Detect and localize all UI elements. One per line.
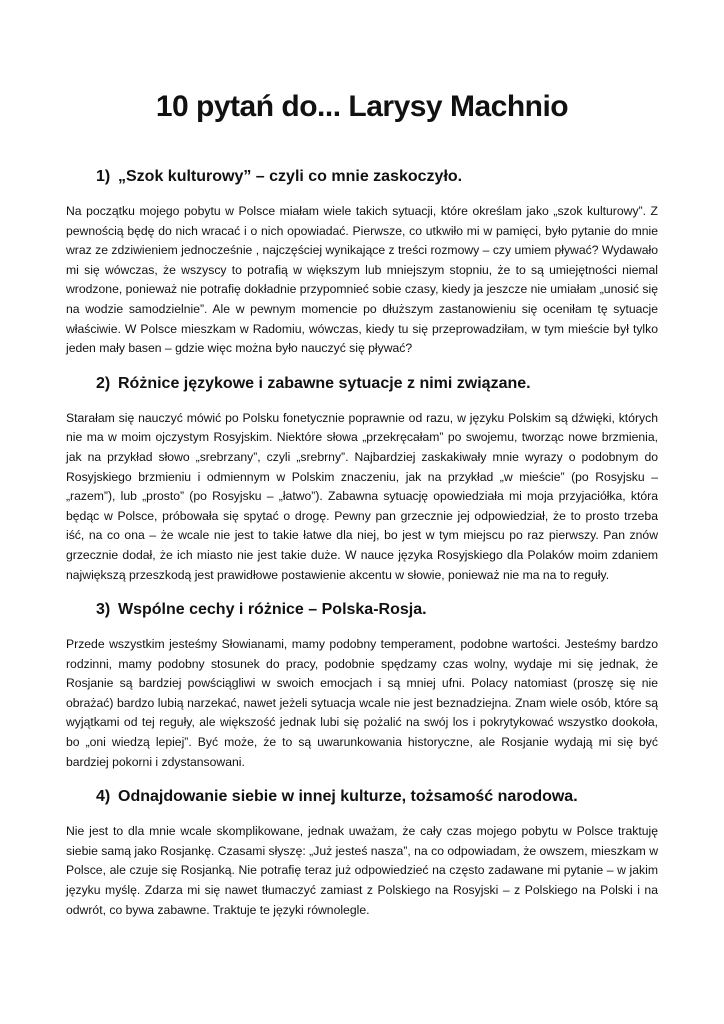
section-1 [66, 166, 658, 359]
section-number: 4) [96, 788, 111, 806]
section-heading-text: Odnajdowanie siebie w innej kulturze, tożsamość narodowa. [118, 788, 578, 806]
section-paragraph: Nie jest to dla mnie wcale skomplikowane, jednak uważam, że cały czas mojego pobytu w Polsce traktuję siebie samą jako Rosjankę. Czasami słyszę: „Już jesteś nasza”, na co odpowiadam, że owszem, mieszkam w Polsce, ale czuje się Rosjanką. Nie potrafię teraz już odpowiedzieć na często zadawane mi pytanie – w jakim języku myślę. Zdarza mi się nawet tłumaczyć zamiast z Polskiego na Rosyjski – z Polskiego na Polski i na odwrót, co bywa zabawne. Traktuje te języki równolegle. [66, 824, 658, 917]
section-number: 1) [96, 168, 111, 185]
section-heading [66, 599, 658, 621]
section-3 [66, 599, 658, 772]
document-title: 10 pytań do... Larysy Machnio [155, 90, 569, 123]
section-number: 3) [96, 601, 111, 619]
section-paragraph: Przede wszystkim jesteśmy Słowianami, mamy podobny temperament, podobne wartości. Jesteśmy bardzo rodzinni, mamy podobny stosunek do pracy, podobnie spędzamy czas wolny, wydaje mi się jednak, że Rosjanie są bardziej powściągliwi w swoich emocjach i są mniej ufni. Polacy natomiast (proszę się nie obrażać) bardzo lubią narzekać, nawet jeżeli sytuacja wcale nie jest beznadziejna. Znam wiele osób, które są wyjątkami od tej reguły, ale większość jednak lubi się pożalić na swój los i pokrytykować wszystko dookoła, bo „oni wiedzą lepiej”. Być może, że to są uwarunkowania historyczne, ale Rosjanie wydają mi się być bardziej pokorni i zdystansowani. [66, 637, 658, 769]
section-number: 2) [96, 374, 111, 392]
section-4 [66, 786, 658, 920]
section-heading [66, 786, 658, 808]
section-heading-text: Wspólne cechy i różnice – Polska-Rosja. [118, 601, 427, 619]
section-paragraph: Starałam się nauczyć mówić po Polsku fonetycznie poprawnie od razu, w języku Polskim są dźwięki, których nie ma w moim ojczystym Rosyjskim. Niektóre słowa „przekręcałam” po swojemu, tworząc nowe brzmienia, jak na przykład słowo „srebrzany”, czyli „srebrny”. Najbardziej zaskakiwały mnie wyrazy o podobnym do Rosyjskiego brzmieniu i odmiennym w Polskim znaczeniu, jak na przykład „w mieście” (po Rosyjsku – „razem”), lub „prosto” (po Rosyjsku – „łatwo”). Zabawna sytuację opowiedziała mi moja przyjaciółka, która będąc w Polsce, próbowała się spytać o drogę. Pewny pan grzecznie jej odpowiedział, że to prosto trzeba iść, na co ona – że wcale nie jest to takie łatwe dla niej, bo jest w tym miejscu po raz pierwszy. Pan znów grzecznie dodał, że ich miasto nie jest takie duże. W nauce języka Rosyjskiego dla Polaków moim zdaniem największą przeszkodą jest prawidłowe postawienie akcentu w słowie, ponieważ nie ma na to reguły. [66, 410, 658, 582]
section-heading [66, 166, 658, 188]
section-2 [66, 373, 658, 585]
section-heading-text: Różnice językowe i zabawne sytuacje z nimi związane. [118, 374, 531, 392]
section-paragraph: Na początku mojego pobytu w Polsce miałam wiele takich sytuacji, które określam jako „szok kulturowy”. Z pewnością będę do nich wracać i o nich opowiadać. Pierwsze, co utkwiło mi w pamięci, było pytanie do mnie wraz ze zdziwieniem jednocześnie , najczęściej wynikające z treści rozmowy – czy umiem pływać? Wydawało mi się wówczas, że wszyscy to potrafią w większym lub mniejszym stopniu, że to są umiejętności niemal wrodzone, ponieważ nie potrafię dokładnie przypomnieć sobie czasy, kiedy ja jeszcze nie umiałam „unosić się na wodzie samodzielnie”. Ale w pewnym momencie po dłuższym zastanowieniu się oceniłam tę sytuacje właściwie. W Polsce mieszkam w Radomiu, wówczas, kiedy tu się przeprowadziłam, w tym mieście był tylko jeden mały basen – gdzie więc można było nauczyć się pływać? [66, 204, 658, 356]
section-heading-text: „Szok kulturowy” – czyli co mnie zaskoczyło. [118, 168, 463, 185]
section-heading [66, 373, 658, 395]
